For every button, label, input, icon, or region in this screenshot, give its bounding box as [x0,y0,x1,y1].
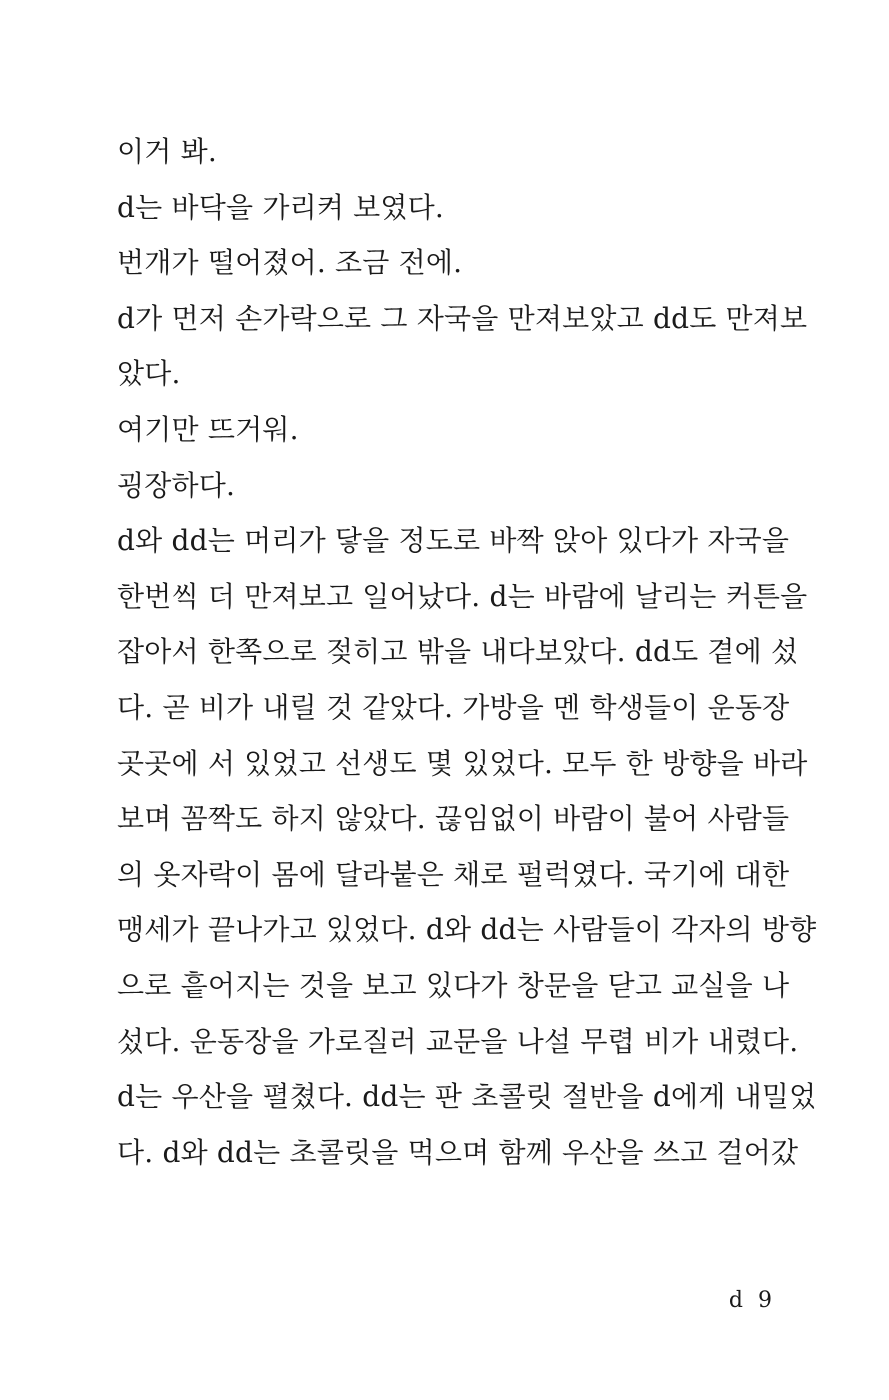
text-line: 보며 꼼짝도 하지 않았다. 끊임없이 바람이 불어 사람들 [117,802,790,836]
text-line: d가 먼저 손가락으로 그 자국을 만져보았고 dd도 만져보 [117,301,808,335]
text-line: 다. 곧 비가 내릴 것 같았다. 가방을 멘 학생들이 운동장 [117,690,790,724]
text-line: 았다. [117,357,181,391]
text-line: d는 우산을 펼쳤다. dd는 판 초콜릿 절반을 d에게 내밀었 [117,1080,817,1114]
text-line: 다. d와 dd는 초콜릿을 먹으며 함께 우산을 쓰고 걸어갔 [117,1135,799,1169]
text-line: 한번씩 더 만져보고 일어났다. d는 바람에 날리는 커튼을 [117,579,808,613]
text-line: 이거 봐. [117,135,217,168]
page-number: d 9 [728,1288,776,1313]
text-line: d와 dd는 머리가 닿을 정도로 바짝 앉아 있다가 자국을 [117,524,790,558]
text-line: 의 옷자락이 몸에 달라붙은 채로 펄럭였다. 국기에 대한 [117,857,790,891]
text-line: 잡아서 한쪽으로 젖히고 밖을 내다보았다. dd도 곁에 섰 [117,635,799,669]
text-line: d는 바닥을 가리켜 보였다. [117,190,445,224]
text-line: 번개가 떨어졌어. 조금 전에. [117,246,463,280]
text-line: 여기만 뜨거워. [117,412,299,446]
text-line: 굉장하다. [117,468,236,502]
body-text [117,124,817,1180]
text-line: 맹세가 끝나가고 있었다. d와 dd는 사람들이 각자의 방향 [117,913,817,947]
text-line: 으로 흩어지는 것을 보고 있다가 창문을 닫고 교실을 나 [117,968,790,1002]
text-line: 곳곳에 서 있었고 선생도 몇 있었다. 모두 한 방향을 바라 [117,746,808,780]
text-line: 섰다. 운동장을 가로질러 교문을 나설 무렵 비가 내렸다. [117,1024,799,1058]
